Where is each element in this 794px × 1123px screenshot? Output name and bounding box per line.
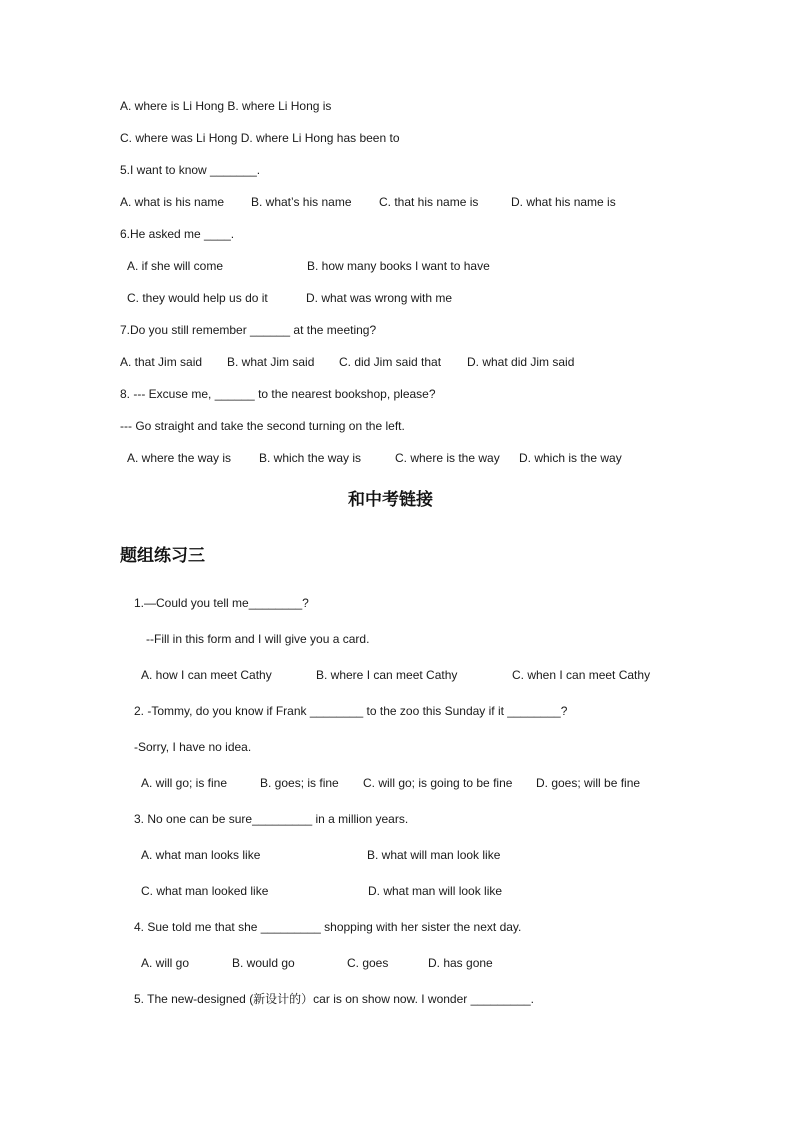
q8-stem: 8. --- Excuse me, ______ to the nearest bookshop, please?: [120, 387, 436, 401]
p2-q2-option-c: C. will go; is going to be fine: [363, 776, 513, 790]
q4-options-c-d: C. where was Li Hong D. where Li Hong has been to: [120, 131, 400, 145]
p2-q2-option-d: D. goes; will be fine: [536, 776, 641, 790]
q8-reply: --- Go straight and take the second turning on the left.: [120, 419, 405, 433]
p2-q5-stem: 5. The new-designed (新设计的）car is on show now. I wonder _________.: [134, 992, 534, 1006]
q8-option-c: C. where is the way: [395, 451, 500, 465]
q7-option-a: A. that Jim said: [120, 355, 203, 369]
q7-option-d: D. what did Jim said: [467, 355, 575, 369]
section-title: 和中考链接: [348, 490, 433, 510]
p2-q4-stem: 4. Sue told me that she _________ shopping with her sister the next day.: [134, 920, 522, 934]
p2-q2-option-a: A. will go; is fine: [141, 776, 228, 790]
p2-q2-reply: -Sorry, I have no idea.: [134, 740, 252, 754]
q5-stem: 5.I want to know _______.: [120, 163, 261, 177]
p2-q3-option-c: C. what man looked like: [141, 884, 269, 898]
p2-q4-option-d: D. has gone: [428, 956, 493, 970]
q8-option-b: B. which the way is: [259, 451, 362, 465]
q5-option-d: D. what his name is: [511, 195, 616, 209]
q6-option-c: C. they would help us do it: [127, 291, 268, 305]
q6-option-a: A. if she will come: [127, 259, 224, 273]
q6-stem: 6.He asked me ____.: [120, 227, 235, 241]
p2-q4-option-b: B. would go: [232, 956, 295, 970]
q5-option-a: A. what is his name: [120, 195, 225, 209]
q8-option-a: A. where the way is: [127, 451, 232, 465]
p2-q1-option-c: C. when I can meet Cathy: [512, 668, 651, 682]
p2-q4-option-c: C. goes: [347, 956, 389, 970]
p2-q2-stem: 2. -Tommy, do you know if Frank ________ to the zoo this Sunday if it ________?: [134, 704, 568, 718]
q8-option-d: D. which is the way: [519, 451, 622, 465]
p2-q4-option-a: A. will go: [141, 956, 190, 970]
group-title: 题组练习三: [120, 546, 205, 566]
p2-q1-stem: 1.—Could you tell me________?: [134, 596, 309, 610]
q4-options-a-b: A. where is Li Hong B. where Li Hong is: [120, 99, 332, 113]
q5-option-c: C. that his name is: [379, 195, 479, 209]
p2-q2-option-b: B. goes; is fine: [260, 776, 339, 790]
p2-q3-option-a: A. what man looks like: [141, 848, 261, 862]
q6-option-b: B. how many books I want to have: [307, 259, 490, 273]
p2-q1-option-a: A. how I can meet Cathy: [141, 668, 272, 682]
p2-q3-stem: 3. No one can be sure_________ in a million years.: [134, 812, 409, 826]
q5-option-b: B. what’s his name: [251, 195, 352, 209]
q7-option-b: B. what Jim said: [227, 355, 315, 369]
q6-option-d: D. what was wrong with me: [306, 291, 453, 305]
p2-q1-reply: --Fill in this form and I will give you a card.: [146, 632, 370, 646]
p2-q3-option-b: B. what will man look like: [367, 848, 501, 862]
q7-stem: 7.Do you still remember ______ at the meeting?: [120, 323, 377, 337]
p2-q1-option-b: B. where I can meet Cathy: [316, 668, 458, 682]
p2-q3-option-d: D. what man will look like: [368, 884, 503, 898]
q7-option-c: C. did Jim said that: [339, 355, 442, 369]
